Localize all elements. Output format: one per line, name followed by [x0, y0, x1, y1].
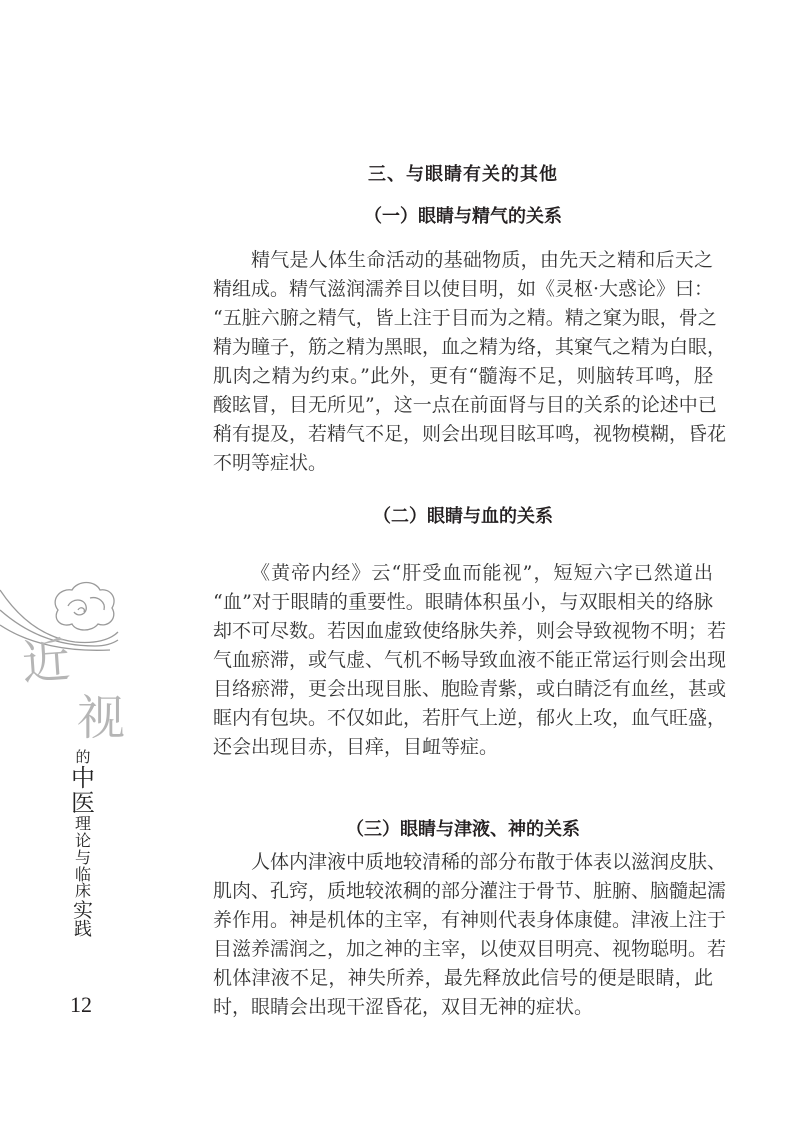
text-line: 养作用。神是机体的主宰，有神则代表身体康健。津液上注于: [213, 909, 727, 931]
text-line: 眶内有包块。不仅如此，若肝气上逆，郁火上攻，血气旺盛，: [213, 707, 727, 729]
text-line: “血”对于眼睛的重要性。眼睛体积虽小，与双眼相关的络脉: [213, 591, 713, 613]
title-char: 临: [74, 864, 91, 884]
title-char: 的: [75, 748, 91, 766]
text-line: 却不可尽数。若因血虚致使络脉失养，则会导致视物不明；若: [213, 620, 727, 642]
title-char: 论: [74, 830, 91, 850]
text-line: 目络瘀滞，更会出现目胀、胞睑青紫，或白睛泛有血丝，甚或: [213, 678, 727, 700]
text-line: 精为瞳子，筋之精为黑眼，血之精为络，其窠气之精为白眼，: [213, 336, 727, 358]
paragraph: [213, 848, 727, 1022]
text-line: 精组成。精气滋润濡养目以使目明，如《灵枢·大惑论》曰：: [213, 278, 714, 300]
paragraph: [213, 559, 727, 762]
subsection-title: （二）眼睛与血的关系: [373, 506, 553, 527]
text-line: 《黄帝内经》云“肝受血而能视”，短短六字已然道出: [251, 562, 713, 584]
text-line: 稍有提及，若精气不足，则会出现目眩耳鸣，视物模糊，昏花: [213, 423, 727, 445]
text-line: 目滋养濡润之，加之神的主宰，以使双目明亮、视物聪明。若: [213, 938, 727, 960]
subsection-title: （一）眼睛与精气的关系: [364, 206, 562, 227]
text-line: 不明等症状。: [213, 452, 328, 474]
text-line: 人体内津液中质地较清稀的部分布散于体表以滋润皮肤、: [251, 851, 727, 873]
page-number: 12: [70, 992, 92, 1017]
text-line: 气血瘀滞，或气虚、气机不畅导致血液不能正常运行则会出现: [213, 649, 727, 671]
title-char: 理: [74, 814, 91, 834]
section-heading: 三、与眼睛有关的其他: [368, 164, 558, 185]
text-line: 肌肉之精为约束。”此外，更有“髓海不足，则脑转耳鸣，胫: [213, 365, 713, 387]
paragraph: [213, 246, 727, 478]
vertical-book-title: [63, 750, 103, 940]
title-char-big: 近: [20, 632, 72, 692]
book-title-decoration: [0, 570, 160, 745]
text-line: 机体津液不足，神失所养，最先释放此信号的便是眼睛，此: [213, 967, 713, 989]
subsection-title: （三）眼睛与津液、神的关系: [346, 819, 580, 840]
title-char: 中: [71, 763, 95, 792]
text-line: 精气是人体生命活动的基础物质，由先天之精和后天之: [251, 249, 713, 271]
title-char-big: 视: [76, 690, 125, 746]
title-char: 实: [73, 898, 93, 923]
text-line: “五脏六腑之精气，皆上注于目而为之精。精之窠为眼，骨之: [213, 307, 717, 329]
title-char: 践: [74, 919, 92, 941]
title-char: 与: [74, 847, 91, 867]
text-line: 还会出现目赤，目痒，目衄等症。: [213, 736, 499, 758]
text-line: 肌肉、孔窍，质地较浓稠的部分灌注于骨节、脏腑、脑髓起濡: [213, 880, 727, 902]
text-line: 酸眩冒，目无所见”，这一点在前面肾与目的关系的论述中已: [213, 394, 717, 416]
text-line: 时，眼睛会出现干涩昏花，双目无神的症状。: [213, 996, 594, 1018]
title-char: 床: [74, 881, 91, 901]
title-char: 医: [71, 788, 95, 817]
